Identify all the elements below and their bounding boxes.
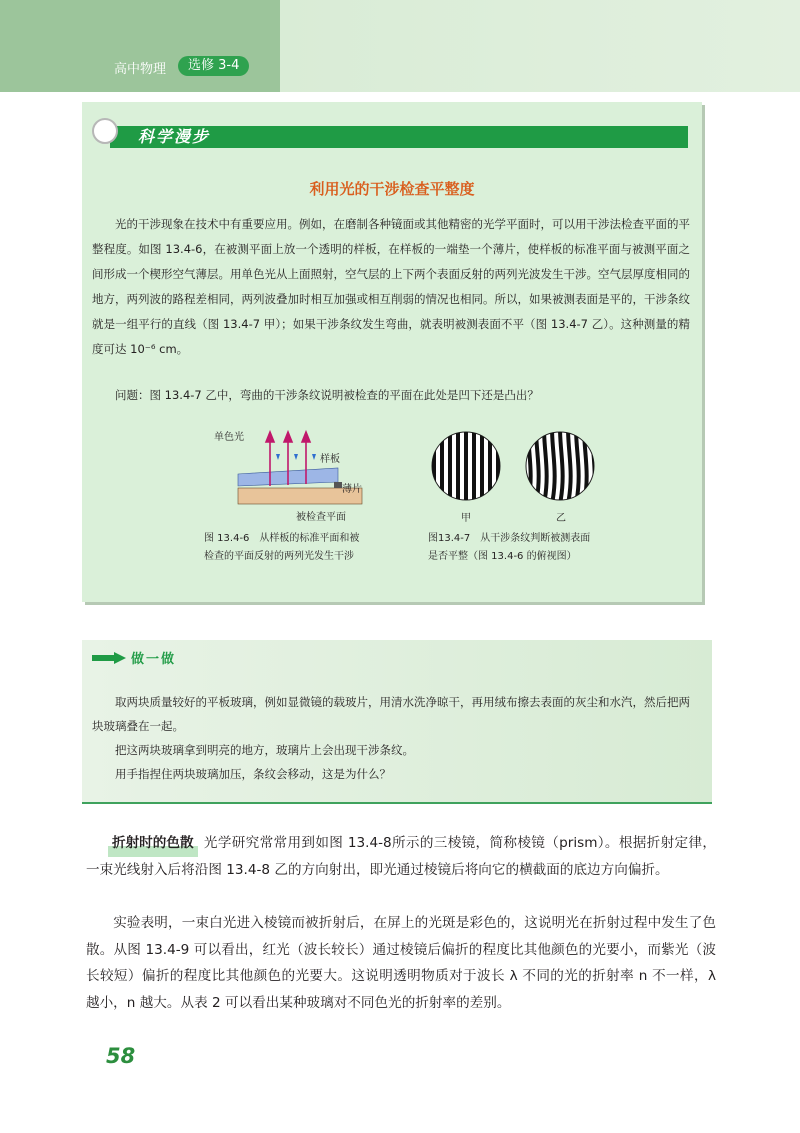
do-it-title: 做一做 xyxy=(131,652,177,667)
science-walk-question: 问题：图 13.4-7 乙中，弯曲的干涉条纹说明被检查的平面在此处是凹下还是凸出？ xyxy=(115,388,539,402)
do-it-paragraph: 取两块质量较好的平板玻璃，例如显微镜的载玻片，用清水洗净晾干，再用绒布擦去表面的灰尘和水汽，然后把两块玻璃叠在一起。 xyxy=(92,695,690,733)
body-paragraph: 实验表明，一束白光进入棱镜而被折射后，在屏上的光斑是彩色的，这说明光在折射过程中发生了色散。从图 13.4-9 可以看出，红光（波长较长）通过棱镜后偏折的程度比其他颜色的光要小，而紫光（波长较短）偏折的程度比其他颜色的光要大。这说明透明物质对于波长 λ 不同的光的折射率 n 不一样，λ 越小，n 越大。从表 2 可以看出某种玻璃对不同色光的折射率的差别。 xyxy=(86,915,716,1011)
label-template: 样板 xyxy=(320,454,340,465)
science-walk-banner-title: 科学漫步 xyxy=(138,127,211,146)
page-number: 58 xyxy=(106,1044,136,1068)
do-it-paragraph: 用手指捏住两块玻璃加压，条纹会移动，这是为什么？ xyxy=(115,767,391,781)
label-yi: 乙 xyxy=(556,513,566,524)
arrow-icon xyxy=(92,652,126,664)
caption-line: 图13.4-7 从干涉条纹判断被测表面 xyxy=(428,533,591,544)
thin-sheet-shape xyxy=(334,482,342,488)
label-tested-surface: 被检查平面 xyxy=(296,512,346,523)
header-subject: 高中物理 xyxy=(114,62,167,77)
banner-circle-icon xyxy=(92,118,118,144)
body-paragraph xyxy=(86,830,716,883)
science-walk-paragraph: 光的干涉现象在技术中有重要应用。例如，在磨制各种镜面或其他精密的光学平面时，可以用干涉法检查平面的平整程度。如图 13.4-6，在被测平面上放一个透明的样板，在样板的一端垫一个薄片，使样板的标准平面与被测平面之间形成一个楔形空气薄层。用单色光从上面照射，空气层的上下两个表面反射的两列光波发生干涉。空气层厚度相同的地方，两列波的路程差相同，两列波叠加时相互加强或相互削弱的情况也相同。所以，如果被测表面是平的，干涉条纹就是一组平行的直线（图 13.4-7 甲）；如果干涉条纹发生弯曲，就表明被测表面不平（图 13.4-7 乙）。这种测量的精度可达 10⁻⁶ cm。 xyxy=(92,217,690,356)
label-monochromatic-light: 单色光 xyxy=(214,432,244,443)
label-jia: 甲 xyxy=(461,513,471,524)
term-highlight: 折射时的色散 xyxy=(108,830,198,857)
do-it-paragraph: 把这两块玻璃拿到明亮的地方，玻璃片上会出现干涉条纹。 xyxy=(115,743,414,757)
caption-line: 图 13.4-6 从样板的标准平面和被 xyxy=(204,533,360,544)
header-dark-block xyxy=(0,0,280,92)
science-walk-title: 利用光的干涉检查平整度 xyxy=(309,180,475,198)
caption-line: 是否平整（图 13.4-6 的俯视图） xyxy=(428,551,577,562)
header-module-badge: 选修 3-4 xyxy=(178,56,249,76)
figure-13-4-6-caption xyxy=(204,530,359,566)
label-thin-sheet: 薄片 xyxy=(342,484,362,495)
body-paragraph-text: 光学研究常常用到如图 13.4-8所示的三棱镜，简称棱镜（prism）。根据折射定律，一束光线射入后将沿图 13.4-8 乙的方向射出，即光通过棱镜后将向它的横截面的底边方向偏折。 xyxy=(86,835,716,878)
caption-line: 检查的平面反射的两列光发生干涉 xyxy=(204,551,354,562)
figure-13-4-6 xyxy=(210,428,370,523)
fringe-patterns xyxy=(430,428,610,504)
figure-13-4-7 xyxy=(430,428,610,504)
figure-13-4-7-caption xyxy=(428,530,590,566)
